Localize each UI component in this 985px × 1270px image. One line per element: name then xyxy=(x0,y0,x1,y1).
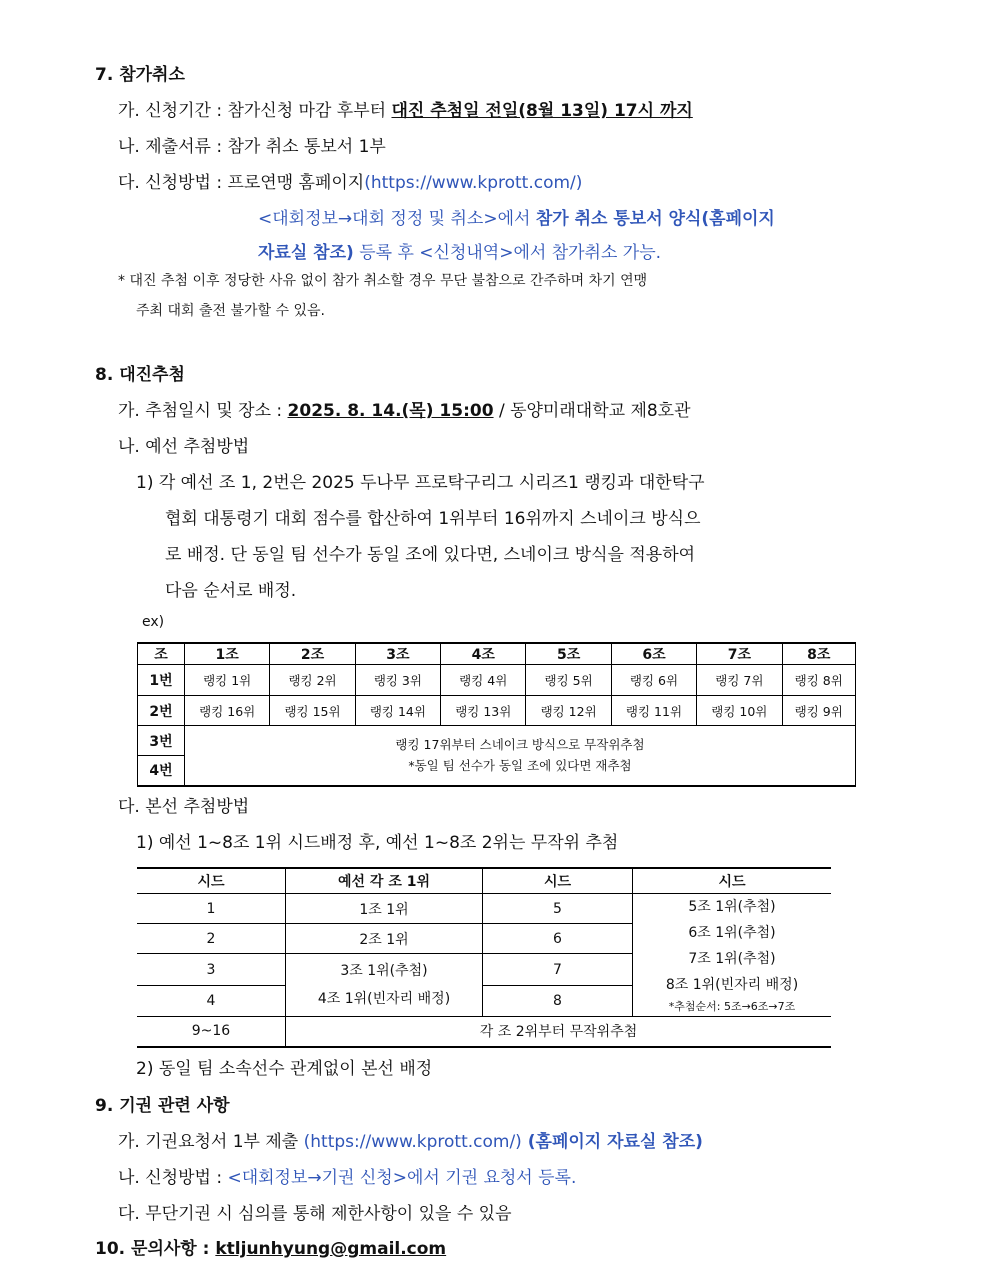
s8-main-desc: 1) 예선 1~8조 1위 시드배정 후, 예선 1~8조 2위는 무작위 추첨 xyxy=(136,833,619,853)
seed-header: 시드 xyxy=(137,868,286,894)
right-line4: 8조 1위(빈자리 배정) xyxy=(665,977,799,993)
s7-method-rest: 등록 후 <신청내역>에서 참가취소 가능. xyxy=(353,243,662,263)
table-row xyxy=(138,726,856,756)
s7-note-line1: * 대진 추첨 이후 정당한 사유 없이 참가 취소할 경우 무단 불참으로 간주하며 차기 연맹 xyxy=(118,273,648,289)
table-corner-header: 조 xyxy=(138,643,185,665)
group-header: 6조 xyxy=(611,643,696,665)
s9-request-line xyxy=(118,1127,703,1152)
row-label: 1번 xyxy=(138,665,185,696)
s7-method-line3 xyxy=(258,238,661,263)
table-cell: 3 xyxy=(137,954,286,986)
table-row xyxy=(138,696,856,726)
s7-method-line2 xyxy=(258,204,775,229)
row-label: 2번 xyxy=(138,696,185,726)
s9-method-value: <대회정보→기권 신청>에서 기권 요청서 등록. xyxy=(227,1168,577,1188)
s8-venue: / 동양미래대학교 제8호관 xyxy=(493,401,691,421)
s9-method-label: 나. 신청방법 : xyxy=(118,1168,228,1188)
row-label: 4번 xyxy=(138,756,185,786)
right-note: *추첨순서: 5조→6조→7조 xyxy=(668,1000,796,1013)
table-cell: 랭킹 11위 xyxy=(611,696,696,726)
s7-note-line2: 주최 대회 출전 불가할 수 있음. xyxy=(136,303,325,319)
table-cell: 9~16 xyxy=(137,1017,286,1047)
table-cell: 랭킹 10위 xyxy=(697,696,782,726)
seed-5-8-cell xyxy=(633,894,832,1017)
table-cell: 랭킹 5위 xyxy=(526,665,611,696)
s9-method-line xyxy=(118,1163,576,1188)
group-header: 4조 xyxy=(441,643,526,665)
s8-prelim-desc-1: 1) 각 예선 조 1, 2번은 2025 두나무 프로탁구리그 시리즈1 랭킹과 대한탁구 xyxy=(136,473,705,493)
table-cell: 랭킹 8위 xyxy=(782,665,855,696)
s9-penalty-line: 다. 무단기권 시 심의를 통해 제한사항이 있을 수 있음 xyxy=(118,1204,512,1224)
s7-period-line xyxy=(118,96,693,121)
table-cell: 랭킹 7위 xyxy=(697,665,782,696)
right-line3: 7조 1위(추첨) xyxy=(688,951,776,967)
merged-note-line2: *동일 팀 선수가 동일 조에 있다면 재추첨 xyxy=(408,758,632,774)
table-cell: 7 xyxy=(483,954,633,986)
table-cell: 각 조 2위부터 무작위추첨 xyxy=(286,1017,832,1047)
right-line1: 5조 1위(추첨) xyxy=(688,899,776,915)
s7-menu-path: <대회정보→대회 정정 및 취소>에서 xyxy=(258,209,536,229)
section-9-title: 9. 기권 관련 사항 xyxy=(95,1096,230,1116)
merged-34-line2: 4조 1위(빈자리 배정) xyxy=(317,991,451,1007)
table-row xyxy=(137,1017,831,1047)
s7-method-label: 다. 신청방법 : 프로연맹 홈페이지 xyxy=(118,173,365,193)
table-row xyxy=(138,665,856,696)
table-cell: 4 xyxy=(137,986,286,1017)
table-cell: 랭킹 14위 xyxy=(355,696,440,726)
table-cell: 1 xyxy=(137,894,286,924)
s8-prelim-title: 나. 예선 추첨방법 xyxy=(118,437,250,457)
group-header: 8조 xyxy=(782,643,855,665)
table-cell: 랭킹 9위 xyxy=(782,696,855,726)
table-cell: 1조 1위 xyxy=(286,894,483,924)
table-cell: 2조 1위 xyxy=(286,924,483,954)
s9-homepage-link[interactable]: (https://www.kprott.com/) xyxy=(303,1132,522,1152)
s7-documents-line: 나. 제출서류 : 참가 취소 통보서 1부 xyxy=(118,137,386,157)
s8-main-title: 다. 본선 추첨방법 xyxy=(118,797,250,817)
merged-34-cell xyxy=(286,954,483,1017)
table-cell: 랭킹 6위 xyxy=(611,665,696,696)
table-cell: 랭킹 1위 xyxy=(185,665,270,696)
right-line2: 6조 1위(추첨) xyxy=(688,925,776,941)
s9-homepage-ref: (홈페이지 자료실 참조) xyxy=(521,1132,703,1152)
group-header: 5조 xyxy=(526,643,611,665)
s8-datetime-line xyxy=(118,396,691,421)
merged-draw-note xyxy=(185,726,856,786)
row-label: 3번 xyxy=(138,726,185,756)
table-cell: 8 xyxy=(483,986,633,1017)
seed-header: 시드 xyxy=(483,868,633,894)
s7-method-line xyxy=(118,168,582,193)
table-cell: 6 xyxy=(483,924,633,954)
group-header: 2조 xyxy=(270,643,355,665)
table-cell: 랭킹 3위 xyxy=(355,665,440,696)
s8-prelim-desc-4: 다음 순서로 배정. xyxy=(165,581,297,601)
s7-period-value: 대진 추첨일 전일(8월 13일) 17시 까지 xyxy=(391,101,693,121)
s8-same-team-note: 2) 동일 팀 소속선수 관계없이 본선 배정 xyxy=(136,1059,433,1079)
table-cell: 랭킹 13위 xyxy=(441,696,526,726)
table-cell: 랭킹 2위 xyxy=(270,665,355,696)
group-header: 3조 xyxy=(355,643,440,665)
s7-period-label: 가. 신청기간 : 참가신청 마감 후부터 xyxy=(118,101,392,121)
table-cell: 5 xyxy=(483,894,633,924)
group-header: 7조 xyxy=(697,643,782,665)
contact-email-link[interactable]: ktljunhyung@gmail.com xyxy=(215,1239,447,1259)
s8-prelim-desc-3: 로 배정. 단 동일 팀 선수가 동일 조에 있다면, 스네이크 방식을 적용하여 xyxy=(165,545,696,565)
prelim-draw-table xyxy=(137,642,856,787)
merged-note-line1: 랭킹 17위부터 스네이크 방식으로 무작위추첨 xyxy=(395,737,645,753)
s7-form-ref: 참가 취소 통보서 양식(홈페이지 xyxy=(535,209,775,229)
main-draw-table xyxy=(137,867,831,1048)
table-cell: 랭킹 16위 xyxy=(185,696,270,726)
group-header: 1조 xyxy=(185,643,270,665)
section-8-title: 8. 대진추첨 xyxy=(95,365,185,385)
s7-homepage-link[interactable]: (https://www.kprott.com/) xyxy=(364,173,583,193)
merged-34-line1: 3조 1위(추첨) xyxy=(340,963,428,979)
prelim-first-header: 예선 각 조 1위 xyxy=(286,868,483,894)
s8-example-label: ex) xyxy=(142,614,165,630)
s8-datetime-value: 2025. 8. 14.(목) 15:00 xyxy=(287,401,494,421)
s8-prelim-desc-2: 협회 대통령기 대회 점수를 합산하여 1위부터 16위까지 스네이크 방식으 xyxy=(165,509,701,529)
table-cell: 랭킹 12위 xyxy=(526,696,611,726)
table-row xyxy=(137,894,831,924)
table-cell: 랭킹 15위 xyxy=(270,696,355,726)
s8-datetime-label: 가. 추첨일시 및 장소 : xyxy=(118,401,288,421)
s10-label: 10. 문의사항 : xyxy=(95,1239,216,1259)
table-cell: 2 xyxy=(137,924,286,954)
s7-form-ref-cont: 자료실 참조) xyxy=(258,243,354,263)
seed-header: 시드 xyxy=(633,868,832,894)
table-cell: 랭킹 4위 xyxy=(441,665,526,696)
section-7-title: 7. 참가취소 xyxy=(95,65,185,85)
section-10-line xyxy=(95,1234,446,1259)
s9-request-label: 가. 기권요청서 1부 제출 xyxy=(118,1132,304,1152)
